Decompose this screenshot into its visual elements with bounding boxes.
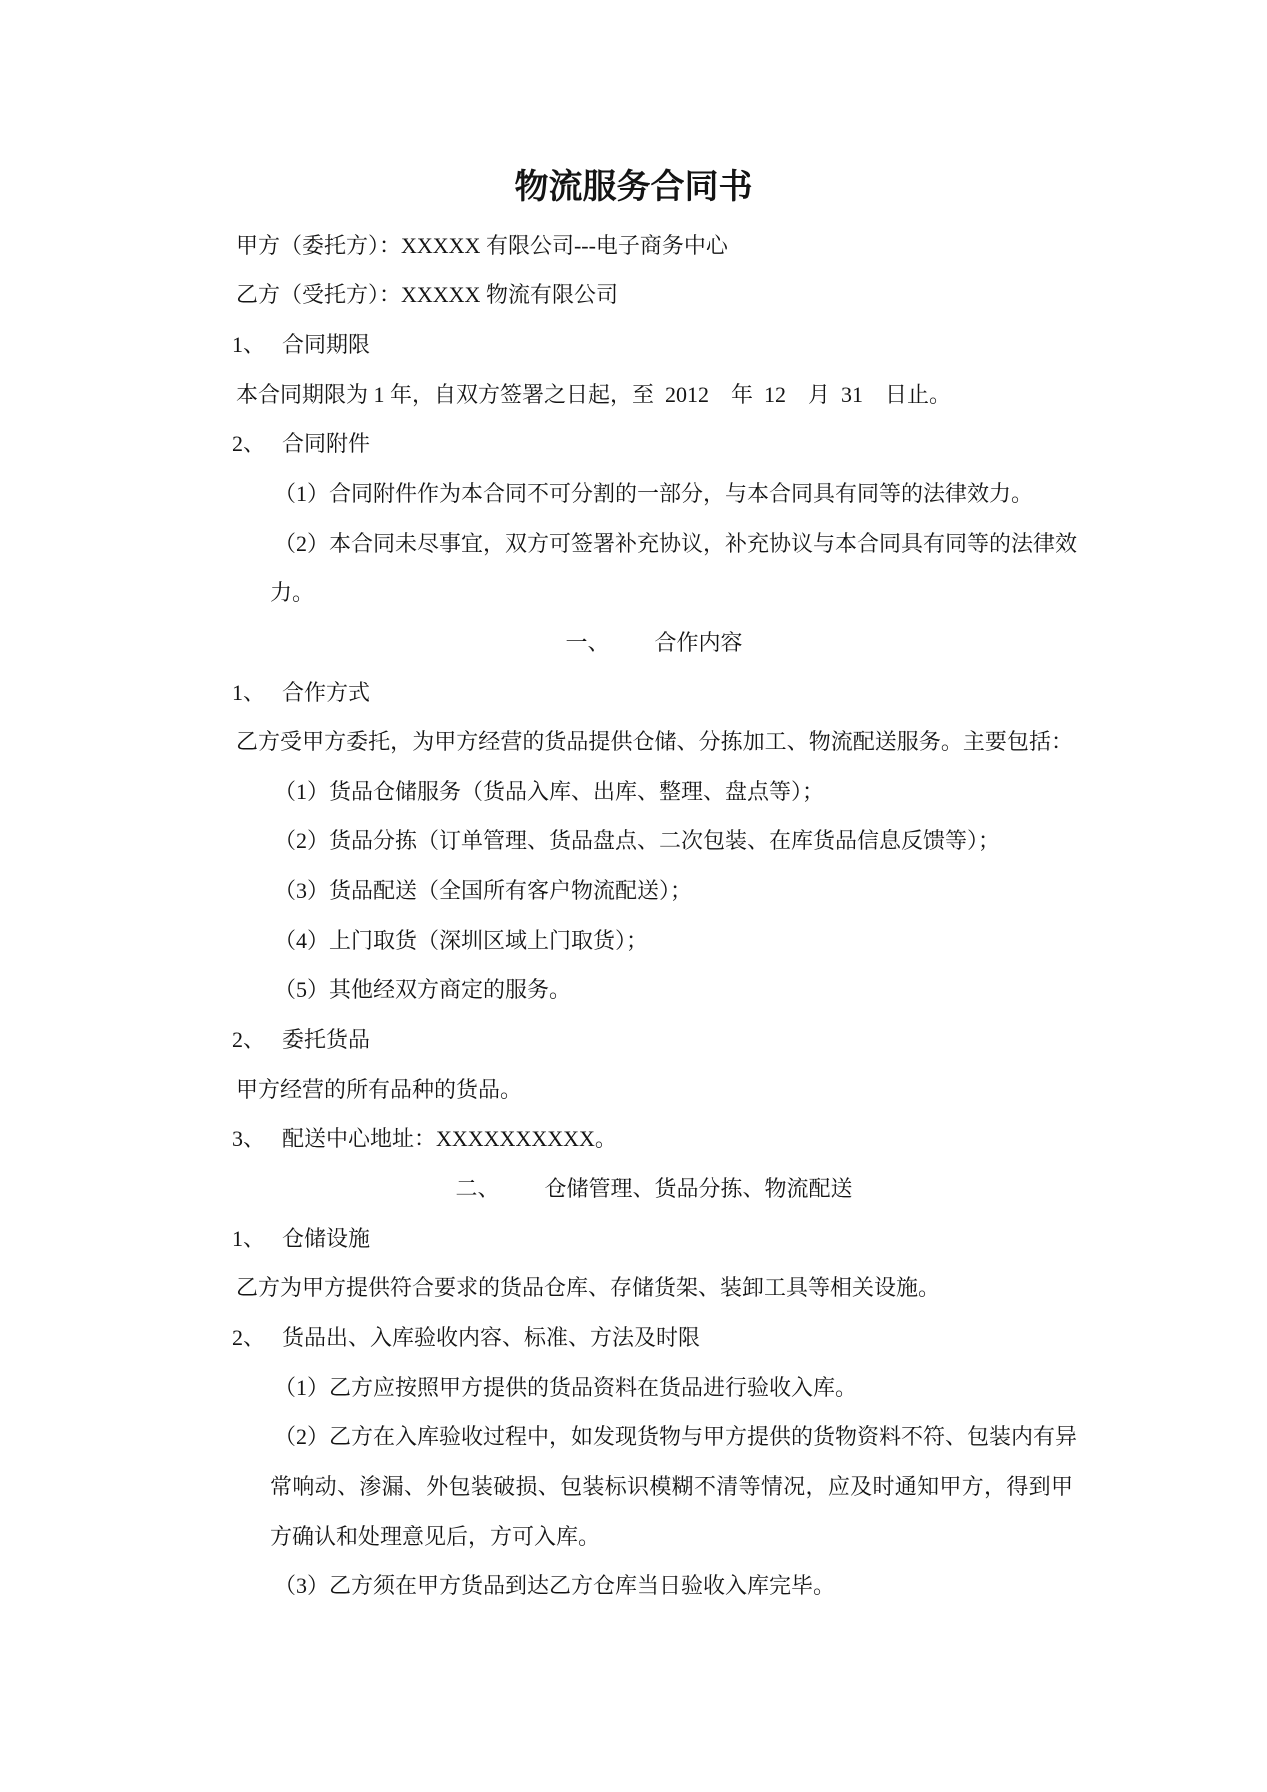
list-item: （3）乙方须在甲方货品到达乙方仓库当日验收入库完毕。 bbox=[274, 1573, 836, 1599]
chapter-heading bbox=[0, 1164, 1267, 1214]
chapter-warehousing bbox=[0, 1164, 1267, 1611]
clause-heading bbox=[232, 320, 1267, 370]
clause-heading bbox=[232, 1015, 1267, 1065]
party-a-line: 甲方（委托方）：XXXXX 有限公司---电子商务中心 bbox=[236, 232, 728, 258]
parties-section bbox=[0, 221, 1267, 320]
clause-heading bbox=[232, 668, 1267, 718]
clause-title: 配送中心地址：XXXXXXXXXX。 bbox=[282, 1126, 617, 1152]
clause-heading bbox=[232, 419, 1267, 469]
list-item: （2）本合同未尽事宜，双方可签署补充协议，补充协议与本合同具有同等的法律效 bbox=[274, 530, 1078, 556]
document-body bbox=[0, 221, 1267, 1611]
clause-number: 1、 bbox=[232, 331, 266, 357]
clause-title: 合同期限 bbox=[282, 331, 371, 357]
clause-heading bbox=[232, 1313, 1267, 1363]
clause-heading bbox=[232, 1114, 1267, 1164]
document-title: 物流服务合同书 bbox=[514, 169, 753, 206]
clause-body: 本合同期限为 1 年，自双方签署之日起，至 2012 年 12 月 31 日止。 bbox=[236, 381, 952, 407]
clause-body: 甲方经营的所有品种的货品。 bbox=[236, 1076, 523, 1102]
clause-body: 乙方为甲方提供符合要求的货品仓库、存储货架、装卸工具等相关设施。 bbox=[236, 1275, 941, 1301]
clause-number: 1、 bbox=[232, 679, 266, 705]
chapter-heading bbox=[0, 618, 1267, 668]
clause-title: 货品出、入库验收内容、标准、方法及时限 bbox=[282, 1325, 701, 1351]
chapter-title: 仓储管理、货品分拣、物流配送 bbox=[544, 1176, 853, 1202]
list-item: （1）乙方应按照甲方提供的货品资料在货品进行验收入库。 bbox=[274, 1374, 858, 1400]
clause-title: 合作方式 bbox=[282, 679, 371, 705]
list-item-continuation: 常响动、渗漏、外包装破损、包装标识模糊不清等情况，应及时通知甲方，得到甲 bbox=[270, 1474, 1073, 1499]
list-item: （5）其他经双方商定的服务。 bbox=[274, 977, 572, 1003]
party-b-line: 乙方（受托方）：XXXXX 物流有限公司 bbox=[236, 282, 618, 308]
clause-number: 3、 bbox=[232, 1126, 266, 1152]
clause-number: 2、 bbox=[232, 1027, 266, 1053]
chapter-number: 一、 bbox=[565, 629, 610, 655]
clause-title: 仓储设施 bbox=[282, 1225, 371, 1251]
list-item: （3）货品配送（全国所有客户物流配送）； bbox=[274, 878, 693, 904]
clause-number: 2、 bbox=[232, 1325, 266, 1351]
clause-title: 委托货品 bbox=[282, 1027, 371, 1053]
clause-heading bbox=[232, 1214, 1267, 1264]
list-item: （1）货品仓储服务（货品入库、出库、整理、盘点等）； bbox=[274, 778, 825, 804]
clause-title: 合同附件 bbox=[282, 431, 371, 457]
chapter-title: 合作内容 bbox=[654, 629, 743, 655]
list-item-continuation: 方确认和处理意见后，方可入库。 bbox=[270, 1523, 601, 1549]
clause-number: 1、 bbox=[232, 1225, 266, 1251]
chapter-number: 二、 bbox=[455, 1176, 500, 1202]
list-item: （2）乙方在入库验收过程中，如发现货物与甲方提供的货物资料不符、包装内有异 bbox=[274, 1424, 1078, 1450]
clause-number: 2、 bbox=[232, 431, 266, 457]
chapter-cooperation bbox=[0, 618, 1267, 1164]
clause-body: 乙方受甲方委托，为甲方经营的货品提供仓储、分拣加工、物流配送服务。主要包括： bbox=[236, 729, 1073, 755]
list-item: （2）货品分拣（订单管理、货品盘点、二次包装、在库货品信息反馈等）； bbox=[274, 828, 1001, 854]
list-item-continuation: 力。 bbox=[270, 580, 315, 606]
list-item: （4）上门取货（深圳区域上门取货）； bbox=[274, 927, 649, 953]
general-section-attachments bbox=[0, 419, 1267, 618]
list-item: （1）合同附件作为本合同不可分割的一部分，与本合同具有同等的法律效力。 bbox=[274, 480, 1034, 506]
general-section-term bbox=[0, 320, 1267, 419]
